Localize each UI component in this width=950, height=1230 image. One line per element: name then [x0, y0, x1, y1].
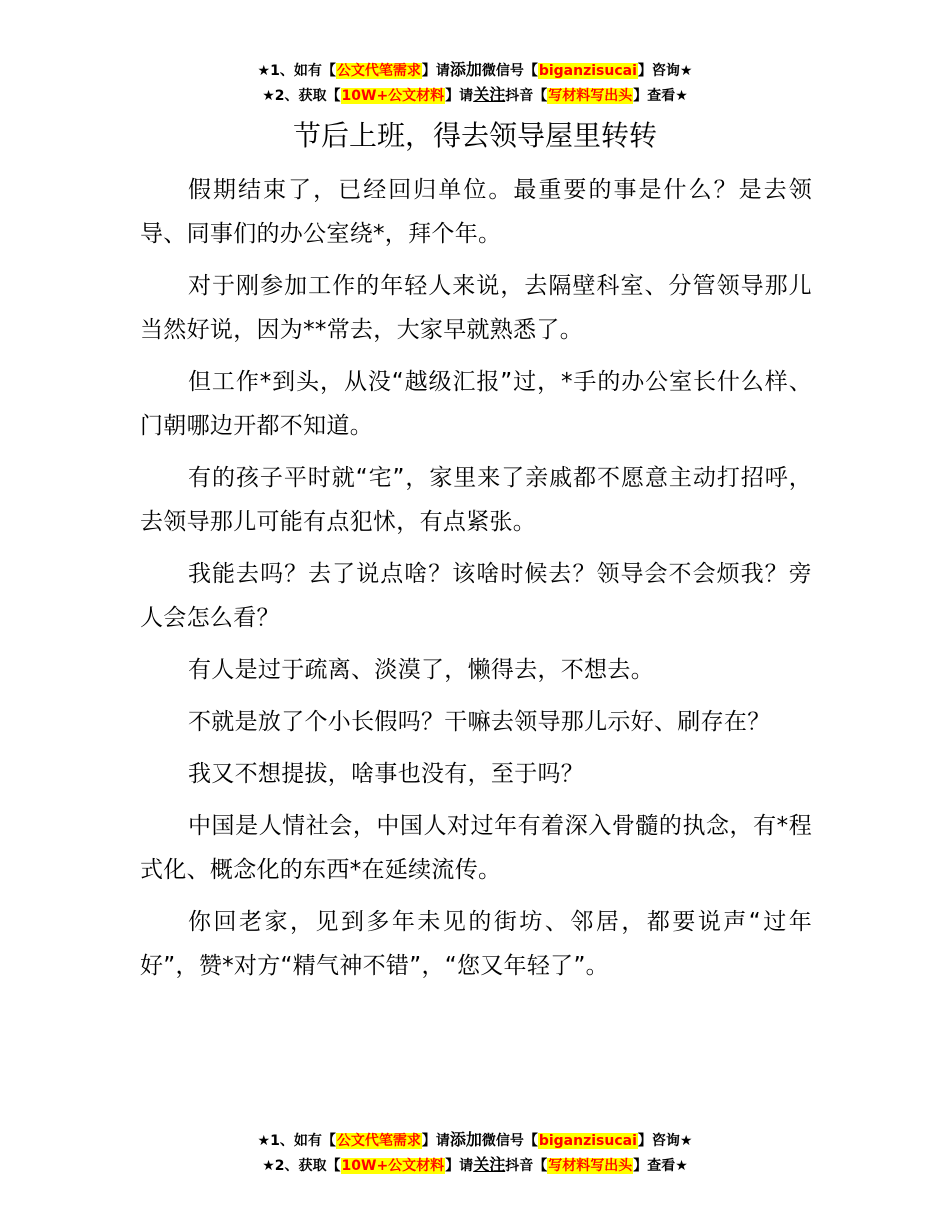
banner-highlight: biganzisucai — [538, 1133, 637, 1149]
document-title: 节后上班，得去领导屋里转转 — [292, 119, 657, 152]
banner-highlight: 写材料写出头 — [548, 1158, 633, 1174]
banner-text: 】咨询★ — [637, 1133, 693, 1149]
paragraph: 但工作*到头，从没“越级汇报”过，*手的办公室长什么样、门朝哪边开都不知道。 — [140, 369, 812, 439]
banner-highlight: 10W+公文材料 — [341, 88, 445, 104]
banner-text: 】请 — [445, 88, 474, 104]
banner-text: 】咨询★ — [637, 63, 693, 79]
banner-line-2 — [0, 83, 950, 108]
banner-highlight: 公文代笔需求 — [336, 1133, 421, 1149]
banner-text: 微信号【 — [481, 63, 538, 79]
paragraph: 有人是过于疏离、淡漠了，懒得去，不想去。 — [188, 657, 654, 683]
document-body — [140, 168, 812, 996]
banner-text: 抖音【 — [505, 88, 548, 104]
banner-emphasis: 添加 — [449, 60, 482, 79]
banner-text: 微信号【 — [481, 1133, 538, 1149]
banner-highlight: 10W+公文材料 — [341, 1158, 445, 1174]
paragraph: 我能去吗？去了说点啥？该啥时候去？领导会不会烦我？旁人会怎么看？ — [140, 561, 812, 631]
paragraph: 我又不想提拔，啥事也没有，至于吗？ — [188, 761, 585, 787]
banner-line-2 — [0, 1153, 950, 1178]
banner-text: ★2、获取【 — [262, 88, 341, 104]
banner-text: 】请 — [421, 1133, 450, 1149]
paragraph: 假期结束了，已经回归单位。最重要的事是什么？是去领导、同事们的办公室绕*，拜个年。 — [140, 177, 812, 247]
banner-line-1 — [0, 58, 950, 83]
paragraph: 对于刚参加工作的年轻人来说，去隔壁科室、分管领导那儿当然好说，因为**常去，大家早就熟悉了。 — [140, 273, 812, 343]
banner-highlight: 写材料写出头 — [548, 88, 633, 104]
banner-text: ★1、如有【 — [257, 1133, 336, 1149]
header-banner — [0, 58, 950, 108]
paragraph: 中国是人情社会，中国人对过年有着深入骨髓的执念，有*程式化、概念化的东西*在延续流传。 — [140, 813, 812, 883]
banner-emphasis: 添加 — [449, 1130, 482, 1149]
banner-emphasis: 关注 — [473, 1155, 506, 1174]
banner-text: 】请 — [445, 1158, 474, 1174]
banner-line-1 — [0, 1128, 950, 1153]
footer-banner — [0, 1128, 950, 1178]
banner-highlight: biganzisucai — [538, 63, 637, 79]
banner-text: 】查看★ — [633, 88, 688, 104]
banner-text: 抖音【 — [505, 1158, 548, 1174]
banner-text: ★1、如有【 — [257, 63, 336, 79]
banner-text: 】请 — [421, 63, 450, 79]
banner-text: ★2、获取【 — [262, 1158, 341, 1174]
banner-text: 】查看★ — [633, 1158, 688, 1174]
banner-highlight: 公文代笔需求 — [336, 63, 421, 79]
banner-emphasis: 关注 — [473, 85, 506, 104]
paragraph: 你回老家，见到多年未见的街坊、邻居，都要说声“过年好”，赞*对方“精气神不错”，“您又年轻了”。 — [140, 909, 812, 979]
paragraph: 有的孩子平时就“宅”，家里来了亲戚都不愿意主动打招呼，去领导那儿可能有点犯怵，有点紧张。 — [140, 465, 812, 535]
paragraph: 不就是放了个小长假吗？干嘛去领导那儿示好、刷存在？ — [188, 709, 771, 735]
